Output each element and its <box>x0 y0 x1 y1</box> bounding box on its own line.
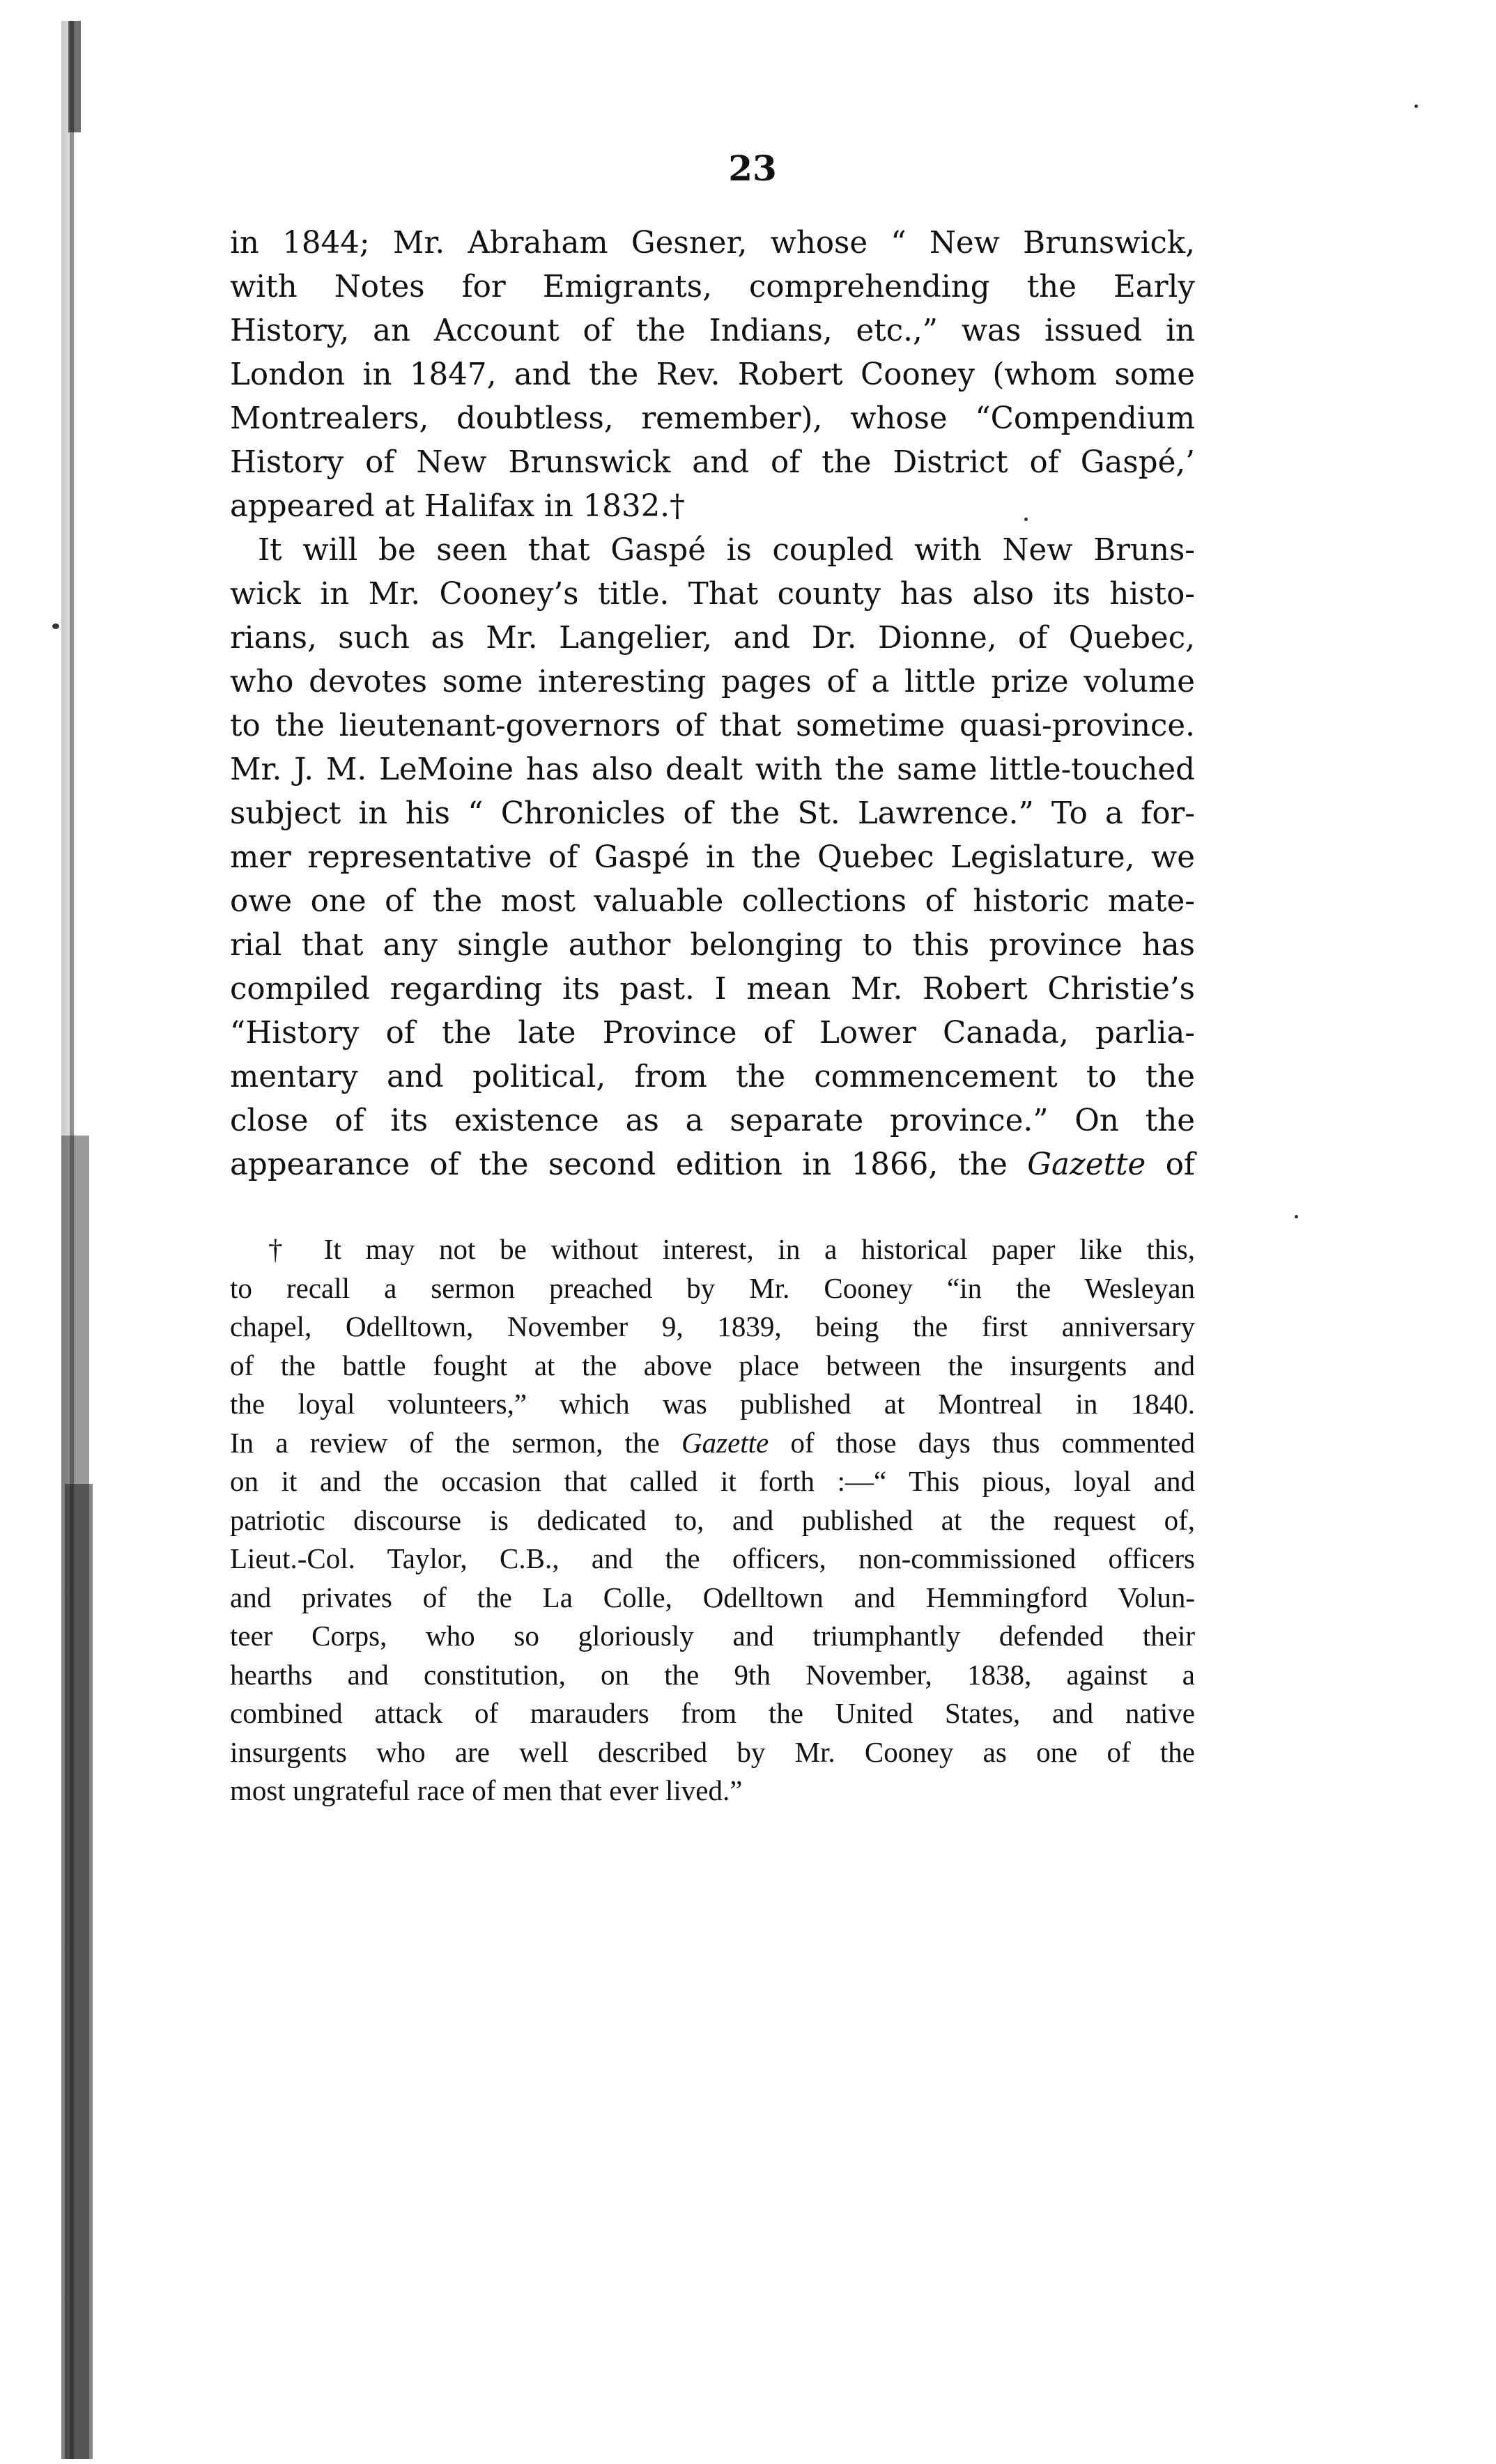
text-line: close of its existence as a separate province.” On the <box>230 1103 1195 1138</box>
footnote-line <box>230 1424 1195 1463</box>
text-fragment: In a review of the sermon, the <box>230 1426 660 1459</box>
italic-title: Gazette <box>1027 1147 1146 1182</box>
scanned-binding-edge <box>33 21 103 2459</box>
text-line: mentary and political, from the commencement to the <box>230 1060 1195 1094</box>
text-line: rial that any single author belonging to this province has <box>230 928 1195 963</box>
text-line: History of New Brunswick and of the District of Gaspé,’ <box>230 445 1195 480</box>
footnote <box>230 1230 1195 1811</box>
text-line: subject in his “ Chronicles of the St. Lawrence.” To a for- <box>230 796 1195 831</box>
footnote-line: patriotic discourse is dedicated to, and published at the request of, <box>230 1503 1195 1536</box>
footnote-line: to recall a sermon preached by Mr. Cooney “in the Wesleyan <box>230 1271 1195 1304</box>
footnote-line: most ungrateful race of men that ever lived.” <box>230 1774 743 1806</box>
footnote-line: of the battle fought at the above place between the insurgents and <box>230 1349 1195 1381</box>
footnote-line: insurgents who are well described by Mr. Cooney as one of the <box>230 1735 1195 1768</box>
text-line: rians, such as Mr. Langelier, and Dr. Dionne, of Quebec, <box>230 621 1195 656</box>
text-line: It will be seen that Gaspé is coupled with New Bruns- <box>258 533 1195 568</box>
italic-title: Gazette <box>681 1426 769 1459</box>
text-line: compiled regarding its past. I mean Mr. Robert Christie’s <box>230 972 1195 1007</box>
body-text <box>230 222 1195 1187</box>
text-line: History, an Account of the Indians, etc.,” was issued in <box>230 313 1195 348</box>
text-line-last <box>230 1143 1195 1187</box>
text-line: London in 1847, and the Rev. Robert Cooney (whom some <box>230 357 1195 392</box>
text-line: Montrealers, doubtless, remember), whose “Compendium <box>230 401 1195 436</box>
text-line: in 1844; Mr. Abraham Gesner, whose “ New Brunswick, <box>230 226 1195 261</box>
footnote-line: combined attack of marauders from the United States, and native <box>230 1697 1195 1729</box>
footnote-line: Lieut.-Col. Taylor, C.B., and the officers, non-commissioned officers <box>230 1542 1195 1574</box>
text-line: to the lieutenant-governors of that sometime quasi-province. <box>230 708 1195 743</box>
scan-speck <box>1414 104 1418 108</box>
text-line: who devotes some interesting pages of a little prize volume <box>230 665 1195 699</box>
text-fragment: of those days thus commented <box>769 1426 1196 1459</box>
footnote-line: teer Corps, who so gloriously and triumphantly defended their <box>230 1620 1195 1652</box>
text-line: Mr. J. M. LeMoine has also dealt with the same little-touched <box>230 752 1195 787</box>
text-fragment: of <box>1146 1147 1196 1182</box>
footnote-line: hearths and constitution, on the 9th November, 1838, against a <box>230 1658 1195 1691</box>
text-line: owe one of the most valuable collections of historic mate- <box>230 884 1195 919</box>
text-line: with Notes for Emigrants, comprehending the Early <box>230 270 1195 304</box>
text-line: “History of the late Province of Lower Canada, parlia- <box>230 1016 1195 1051</box>
footnote-line: and privates of the La Colle, Odelltown and Hemmingford Volun- <box>230 1581 1195 1613</box>
text-line: mer representative of Gaspé in the Quebec Legislature, we <box>230 840 1195 875</box>
footnote-line: on it and the occasion that called it forth :—“ This pious, loyal and <box>230 1465 1195 1497</box>
scan-speck <box>1295 1215 1298 1218</box>
footnote-line: chapel, Odelltown, November 9, 1839, being the first anniversary <box>230 1310 1195 1342</box>
page-number: 23 <box>728 148 777 189</box>
footnote-line: † It may not be without interest, in a historical paper like this, <box>268 1233 1195 1265</box>
text-line: appeared at Halifax in 1832.† <box>230 489 685 524</box>
scan-speck <box>52 623 59 629</box>
text-line: wick in Mr. Cooney’s title. That county has also its histo- <box>230 577 1195 612</box>
text-fragment: appearance of the second edition in 1866, the <box>230 1147 1008 1182</box>
footnote-line: the loyal volunteers,” which was published at Montreal in 1840. <box>230 1388 1195 1420</box>
